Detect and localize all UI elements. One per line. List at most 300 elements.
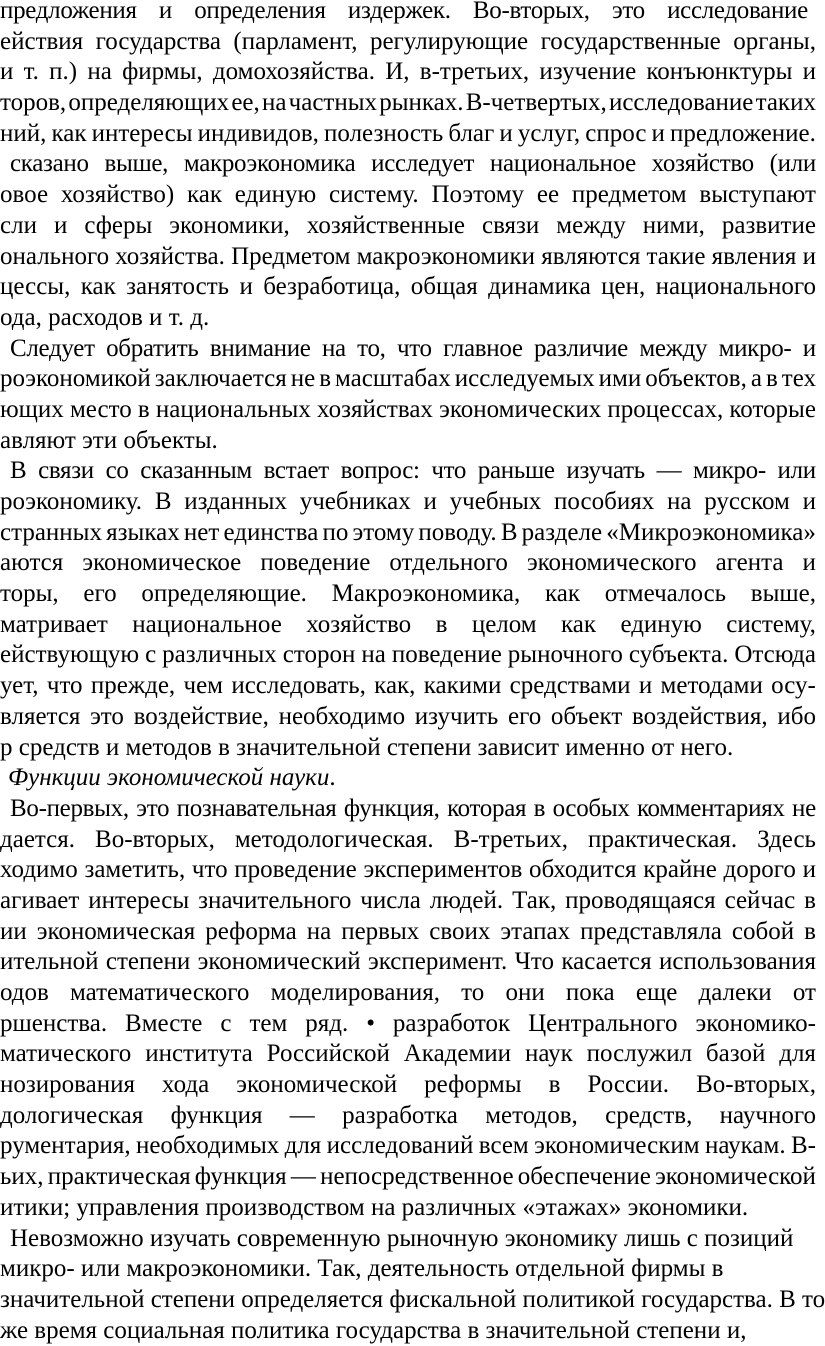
word: национальное [132, 610, 282, 638]
word: В [154, 488, 172, 515]
word: ршенства. [0, 1009, 108, 1037]
word: ии [0, 917, 27, 945]
word: реформа [205, 917, 297, 945]
word: что [431, 457, 467, 485]
text-line [0, 1316, 816, 1346]
word: они [505, 979, 545, 1006]
text-line [0, 180, 816, 211]
word: и [651, 119, 665, 147]
word: динамика [488, 273, 591, 301]
word: интересы [88, 886, 190, 914]
word: ее [536, 181, 560, 209]
word: Предметом [231, 242, 351, 270]
word: изучение [539, 58, 637, 86]
word: с [220, 1009, 232, 1037]
word: аются [0, 549, 64, 577]
word: раньше [477, 457, 555, 485]
word: между [639, 334, 708, 362]
word: т. [23, 58, 39, 86]
word: вляется [0, 702, 81, 730]
word: разработок [392, 1009, 511, 1037]
word: значительного [198, 886, 352, 914]
word: определения [194, 0, 326, 24]
word: экономический [197, 948, 361, 976]
word: в [435, 610, 448, 638]
word: странных [0, 518, 102, 546]
word: как, [374, 672, 416, 700]
word: какими [423, 672, 502, 700]
word: изучить [414, 702, 499, 730]
text-line [0, 57, 816, 88]
word: в [804, 917, 816, 945]
word: экономическим [534, 1132, 700, 1160]
word: в-третьих, [419, 58, 530, 86]
word: не [792, 794, 816, 822]
text-line [0, 548, 816, 579]
word: развитие [721, 211, 816, 239]
word: такие [646, 242, 706, 270]
word: прежде, [90, 672, 176, 700]
word: встает [263, 457, 329, 485]
word: научного [719, 1101, 816, 1129]
word: своих [429, 917, 491, 945]
word: определяющих [68, 89, 230, 117]
word: тем [249, 1009, 288, 1037]
word: этапах [500, 917, 571, 945]
word: экономики, [169, 211, 290, 239]
word: ует, [0, 672, 39, 700]
word: микро- [692, 457, 766, 485]
word: издержек. [347, 0, 451, 24]
text-line [0, 1039, 816, 1070]
word: касается [561, 948, 652, 976]
word: главное [443, 334, 523, 362]
word: отмечалось [604, 580, 727, 608]
word: и [239, 273, 253, 301]
word: дорого [723, 856, 796, 884]
word: являются [541, 242, 641, 270]
word: рыночного [507, 641, 623, 669]
word: экономическое [82, 549, 242, 577]
text-line [0, 671, 816, 702]
word: России. [587, 1071, 670, 1099]
word: экономико- [695, 1009, 816, 1037]
word: нет [183, 518, 220, 546]
word: предметом [571, 181, 687, 209]
word: и [423, 488, 437, 515]
word: базой [705, 1040, 766, 1068]
text-line [0, 1131, 816, 1162]
line-text: значительной степени определяется фискальной политикой государства. В то [0, 1285, 825, 1313]
word: методами [660, 672, 763, 700]
word: математического [70, 979, 250, 1006]
word: Во-вторых, [95, 825, 215, 853]
text-line [0, 763, 816, 794]
text-line [0, 334, 816, 365]
word: дологическая [0, 1101, 144, 1129]
word: И, [385, 58, 410, 86]
text-line [0, 119, 816, 150]
word: сказанным [140, 457, 252, 485]
word: объект [550, 702, 623, 730]
word: учебниках [299, 488, 411, 515]
line-text: микро- или макроэкономики. Так, деятельность отдельной фирмы в [0, 1255, 724, 1283]
word: в [765, 365, 778, 393]
word: торов, [0, 89, 67, 117]
word: субъекта. [628, 641, 729, 669]
word: и [53, 211, 68, 239]
word: в [319, 365, 331, 393]
word: исследуемых [454, 365, 595, 393]
word: практическая [47, 1163, 191, 1191]
word: первых [341, 917, 420, 945]
word: Что [514, 948, 554, 976]
word: в [137, 395, 150, 423]
line-text: ода, расходов и т. д. [0, 303, 210, 331]
word: Поэтому [431, 181, 525, 209]
word: экономическая [36, 917, 196, 945]
word: представляла [580, 917, 722, 945]
text-line [0, 825, 816, 856]
word: заметить, [84, 856, 186, 884]
word: для [779, 1040, 816, 1068]
word: функция [194, 1163, 287, 1191]
word: которые [729, 395, 816, 423]
word: как [51, 119, 87, 147]
word: исследовать, [231, 672, 366, 700]
text-line [0, 886, 816, 917]
word: средств, [605, 1101, 693, 1129]
word: собой [731, 917, 795, 945]
text-line [0, 978, 816, 1009]
word: экономических [439, 395, 602, 423]
word: людей. [429, 886, 504, 914]
word: национальное [489, 150, 636, 178]
word: Академии [403, 1040, 512, 1068]
word: учебных [449, 488, 542, 515]
word: а [750, 365, 762, 393]
word: выше, [104, 150, 169, 178]
word: то [461, 979, 485, 1006]
word: изданных [184, 488, 287, 515]
word: хода [162, 1071, 210, 1099]
word: и [802, 58, 816, 86]
word: что [396, 334, 432, 362]
word: числа [360, 886, 421, 914]
text-line [0, 640, 816, 671]
word: вопрос: [340, 457, 420, 485]
word: матического [0, 1040, 132, 1068]
word: которая [447, 794, 527, 822]
word: языках [106, 518, 180, 546]
text-line [0, 1285, 825, 1316]
word: роэкономику. [0, 488, 143, 515]
word: его [507, 702, 542, 730]
word: роэкономикой [0, 365, 151, 393]
text-line [0, 395, 816, 426]
word: явления [711, 242, 797, 270]
word: экономической [236, 1071, 398, 1099]
section-heading: Функции экономической науки [8, 764, 330, 792]
word: В-третьих, [453, 825, 568, 853]
word: обратить [106, 334, 199, 362]
text-line [0, 579, 816, 610]
word: место [69, 395, 132, 423]
text-line [0, 1101, 816, 1132]
word: воздействия, [631, 702, 768, 730]
word: сейчас [724, 886, 796, 914]
text-line [0, 88, 816, 119]
word: по [322, 518, 349, 546]
word: государственные [540, 27, 721, 55]
word: конъюнктуры [646, 58, 793, 86]
word: это [136, 794, 170, 822]
word: нозирования [0, 1071, 135, 1099]
word: Во-первых, [10, 794, 129, 822]
word: наук [524, 1040, 573, 1068]
word: ющих [0, 395, 64, 423]
word: Здесь [757, 825, 816, 853]
word: экспериментов [363, 856, 523, 884]
word: ний, [0, 119, 47, 147]
word: необходимо [278, 702, 406, 730]
word: В [10, 457, 27, 485]
word: на [321, 334, 346, 362]
word: осу- [771, 672, 816, 700]
word: таких [755, 89, 816, 117]
word: домохозяйства. [212, 58, 375, 86]
text-line [0, 303, 816, 334]
word: и [802, 549, 816, 577]
word: между [556, 211, 626, 239]
word: ьих, [0, 1163, 44, 1191]
word: ними, [642, 211, 705, 239]
text-line [0, 702, 816, 733]
word: систему, [726, 610, 816, 638]
word: заключается [154, 365, 287, 393]
word: Отсюда [734, 641, 816, 669]
word: единую [234, 181, 317, 209]
text-line [0, 610, 816, 641]
word: его [83, 580, 117, 608]
word: ряд. [305, 1009, 349, 1037]
word: единства [223, 518, 319, 546]
word: и [499, 119, 513, 147]
word: Так, [512, 886, 557, 914]
word: и [638, 672, 653, 700]
word: как [561, 610, 597, 638]
word: государства [95, 27, 221, 55]
text-line [0, 1070, 816, 1101]
word: предложение. [670, 119, 816, 147]
text-line [0, 211, 816, 242]
word: цессы, [0, 273, 71, 301]
word: русском [704, 488, 790, 515]
text-line [0, 1193, 816, 1224]
word: в [533, 794, 546, 822]
word: воздействие, [133, 702, 269, 730]
word: объектов, [645, 365, 747, 393]
word: как [186, 181, 222, 209]
word: на [361, 641, 386, 669]
line-text: же время социальная политика государства в значительной степени и, [0, 1316, 747, 1344]
text-line [0, 733, 816, 764]
word: с [145, 641, 157, 669]
word: определяющие. [141, 580, 307, 608]
word: экономического [526, 549, 697, 577]
word: необходимых [135, 1132, 280, 1160]
word: занятость [126, 273, 230, 301]
word: связи [38, 457, 94, 485]
word: предложения [0, 0, 137, 24]
word: ибо [777, 702, 816, 730]
word: методологическая. [234, 825, 434, 853]
word: для [284, 1132, 322, 1160]
word: (или [769, 150, 816, 178]
word: практическая. [587, 825, 738, 853]
word: этому [352, 518, 415, 546]
word: безработица, [263, 273, 401, 301]
text-line [0, 0, 816, 27]
word: полезность [324, 119, 444, 147]
text-line [0, 1162, 816, 1193]
word: тех [781, 365, 816, 393]
word: интересы [91, 119, 193, 147]
word: как [80, 273, 116, 301]
word: далеки [698, 979, 772, 1006]
word: непосредственное [320, 1163, 514, 1191]
word: агивает [0, 886, 80, 914]
word: исследует [371, 150, 475, 178]
word: сферы [84, 211, 153, 239]
word: хозяйственные [306, 211, 465, 239]
word: комментариях [636, 794, 785, 822]
text-line [0, 426, 816, 457]
word: спрос [585, 119, 647, 147]
line-text: авляют эти объекты. [0, 426, 218, 454]
heading-punctuation: . [329, 764, 336, 792]
word: торы, [0, 580, 59, 608]
word: это [611, 0, 645, 24]
word: познавательная [176, 794, 337, 822]
word: систему. [329, 181, 419, 209]
word: • [366, 1009, 375, 1037]
line-text: р средств и методов в значительной степени зависит именно от него. [0, 733, 734, 761]
word: степени [105, 948, 191, 976]
word: то, [357, 334, 386, 362]
word: регулирующие [369, 27, 529, 55]
word: — [290, 1163, 316, 1191]
text-line [0, 794, 816, 825]
word: реформы [424, 1071, 522, 1099]
word: пособиях [554, 488, 655, 515]
word: благ [448, 119, 495, 147]
line-text: итики; управления производством на различных «этажах» экономики. [0, 1193, 749, 1221]
word: рументария, [0, 1132, 131, 1160]
word: Центрального [528, 1009, 678, 1037]
word: ействующую [0, 641, 140, 669]
word: и [802, 334, 816, 362]
word: (парламент, [233, 27, 358, 55]
word: ее, [231, 89, 260, 117]
word: исследование [667, 0, 808, 24]
word: послужил [586, 1040, 693, 1068]
word: на [261, 89, 287, 117]
word: фирмы, [122, 58, 203, 86]
word: овое [0, 181, 49, 209]
word: макроэкономика [183, 150, 356, 178]
word: Макроэкономика, [331, 580, 521, 608]
word: национальных [155, 395, 311, 423]
word: Вместе [125, 1009, 203, 1037]
text-line [0, 456, 816, 487]
word: хозяйствах [317, 395, 433, 423]
word: различие [533, 334, 628, 362]
word: единую [620, 610, 702, 638]
word: индивидов, [197, 119, 319, 147]
word: сли [0, 211, 37, 239]
word: дается. [0, 825, 75, 853]
word: частных [288, 89, 378, 117]
word: это [90, 702, 124, 730]
word: исследований [326, 1132, 474, 1160]
word: в [804, 886, 816, 914]
word: — [289, 1101, 315, 1129]
word: на [87, 58, 112, 86]
word: различных [162, 641, 277, 669]
word: рынках. [379, 89, 464, 117]
word: использования [659, 948, 816, 976]
word: и [802, 488, 816, 515]
word: Во-вторых, [472, 0, 590, 24]
text-line [0, 364, 816, 395]
word: целом [471, 610, 537, 638]
text-line [0, 855, 816, 886]
word: выступают [699, 181, 816, 209]
word: цен, [601, 273, 646, 301]
word: ходимо [0, 856, 78, 884]
word: разделе [521, 518, 603, 546]
text-line [0, 917, 816, 948]
word: средствами [509, 672, 631, 700]
word: что [191, 856, 228, 884]
word: Во-вторых, [696, 1071, 816, 1099]
text-line [0, 1009, 816, 1040]
line-text: Невозможно изучать современную рыночную экономику лишь с позиций [10, 1224, 794, 1252]
word: и [802, 242, 816, 270]
word: сказано [10, 150, 89, 178]
word: — [656, 457, 682, 485]
word: поведение [391, 641, 502, 669]
word: не [290, 365, 316, 393]
word: агента [715, 549, 784, 577]
word: или [777, 457, 816, 485]
text-line [0, 27, 816, 58]
word: разработка [342, 1101, 458, 1129]
word: ействия [0, 27, 84, 55]
word: поводу. [418, 518, 497, 546]
word: онального [0, 242, 110, 270]
word: чем [183, 672, 223, 700]
word: отдельного [389, 549, 508, 577]
text-line [0, 487, 816, 518]
word: методов, [485, 1101, 578, 1129]
word: наукам. [704, 1132, 786, 1160]
word: всем [478, 1132, 529, 1160]
word: моделирования, [270, 979, 440, 1006]
word: одов [0, 979, 49, 1006]
text-line [0, 947, 816, 978]
